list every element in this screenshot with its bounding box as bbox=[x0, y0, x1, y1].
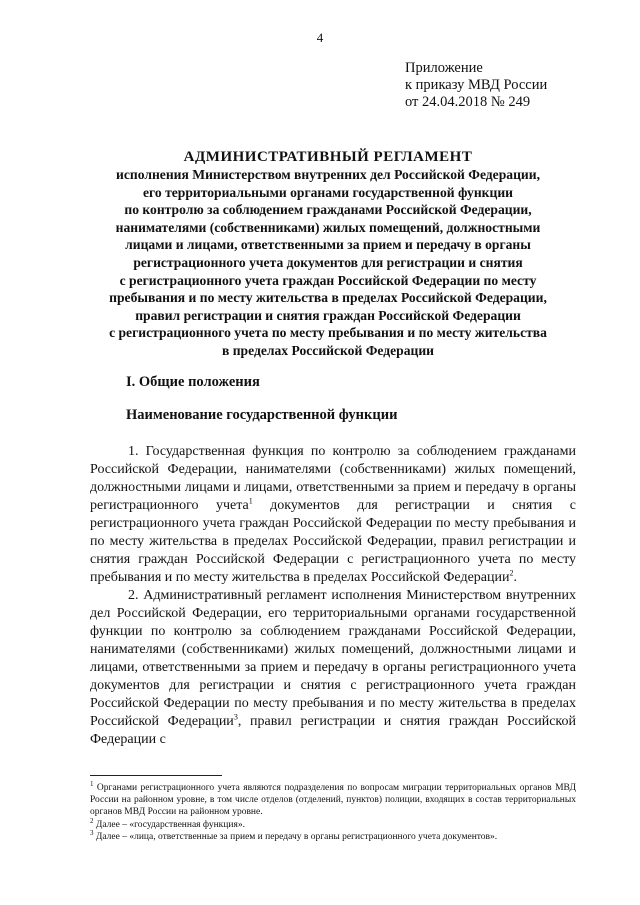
subsection-heading: Наименование государственной функции bbox=[126, 407, 398, 423]
footnote-text: Далее – «государственная функция». bbox=[93, 819, 245, 830]
paragraph-text: . bbox=[513, 570, 517, 585]
paragraph-text: документов для регистрации и снятия с регистрационного учета граждан Российской Федерации по месту пребывания и по месту жительства в пределах Российской Федерации, правил регистрации и снятия граждан Российской Федерации с регистрационного учета по месту пребывания и по месту жительства в пределах Российской Федерации bbox=[90, 498, 576, 585]
footnote-mark: 3 bbox=[90, 828, 94, 837]
paragraph-text: , правил регистрации и снятия граждан Российской Федерации с bbox=[90, 714, 577, 747]
footnote-mark: 2 bbox=[90, 816, 94, 825]
footnote-divider bbox=[90, 775, 222, 776]
title-line: пребывания и по месту жительства в пределах Российской Федерации, bbox=[109, 290, 547, 306]
paragraph-2 bbox=[90, 587, 576, 749]
title-line: в пределах Российской Федерации bbox=[221, 342, 435, 358]
paragraph-text: 1. Государственная функция по контролю за соблюдением гражданами Российской Федерации, нанимателями (собственниками) жилых помещений, должностными лицами и лицами, ответственными за прием и передачу в органы регистрационного учета bbox=[90, 444, 576, 513]
document-title bbox=[78, 148, 578, 360]
footnote-mark: 1 bbox=[90, 779, 94, 788]
footnote-ref[interactable]: 2 bbox=[509, 568, 514, 578]
footnote-ref[interactable]: 1 bbox=[248, 496, 253, 506]
footnote-ref[interactable]: 3 bbox=[233, 712, 238, 722]
title-line: с регистрационного учета граждан Российской Федерации по месту bbox=[119, 272, 537, 288]
body-text bbox=[90, 443, 576, 749]
appendix-block bbox=[405, 60, 547, 111]
title-line: регистрационного учета документов для регистрации и снятия bbox=[133, 254, 523, 270]
footnote-text: Органами регистрационного учета являются подразделения по вопросам миграции территориальных органов МВД России на районном уровне, в том числе отделов (отделений, пунктов) полиции, входящих в состав территориальных органов МВД России на районном уровне. bbox=[90, 783, 576, 818]
appendix-line: Приложение bbox=[405, 60, 483, 76]
appendix-line: к приказу МВД России bbox=[405, 77, 548, 93]
footnote bbox=[90, 779, 576, 819]
title-line: его территориальными органами государственной функции bbox=[143, 184, 513, 200]
title-line: по контролю за соблюдением гражданами Российской Федерации, bbox=[124, 202, 532, 218]
title-line: исполнения Министерством внутренних дел Российской Федерации, bbox=[116, 167, 540, 182]
footnote bbox=[90, 828, 576, 843]
page-number: 4 bbox=[316, 30, 324, 45]
paragraph-1 bbox=[90, 443, 576, 587]
title-line: правил регистрации и снятия граждан Российской Федерации bbox=[135, 307, 521, 323]
title-line: с регистрационного учета по месту пребывания и по месту жительства bbox=[109, 325, 547, 341]
appendix-line: от 24.04.2018 № 249 bbox=[405, 94, 531, 110]
footnote-text: Далее – «лица, ответственные за прием и передачу в органы регистрационного учета документов». bbox=[93, 831, 498, 842]
title-line: лицами и лицами, ответственными за прием и передачу в органы bbox=[125, 237, 531, 253]
title-main: АДМИНИСТРАТИВНЫЙ РЕГЛАМЕНТ bbox=[183, 149, 473, 165]
footnotes bbox=[90, 779, 576, 843]
section-heading: I. Общие положения bbox=[126, 374, 260, 390]
footnote bbox=[90, 816, 576, 831]
title-line: нанимателями (собственниками) жилых помещений, должностными bbox=[115, 219, 541, 235]
paragraph-text: 2. Административный регламент исполнения Министерством внутренних дел Российской Федерации, его территориальными органами государственной функции по контролю за соблюдением гражданами Российской Федерации, нанимателями (собственниками) жилых помещений, должностными лицами и лицами, ответственными за прием и передачу в органы регистрационного учета документов для регистрации и снятия с регистрационного учета граждан Российской Федерации по месту пребывания и по месту жительства в пределах Российской Федерации bbox=[90, 588, 576, 729]
